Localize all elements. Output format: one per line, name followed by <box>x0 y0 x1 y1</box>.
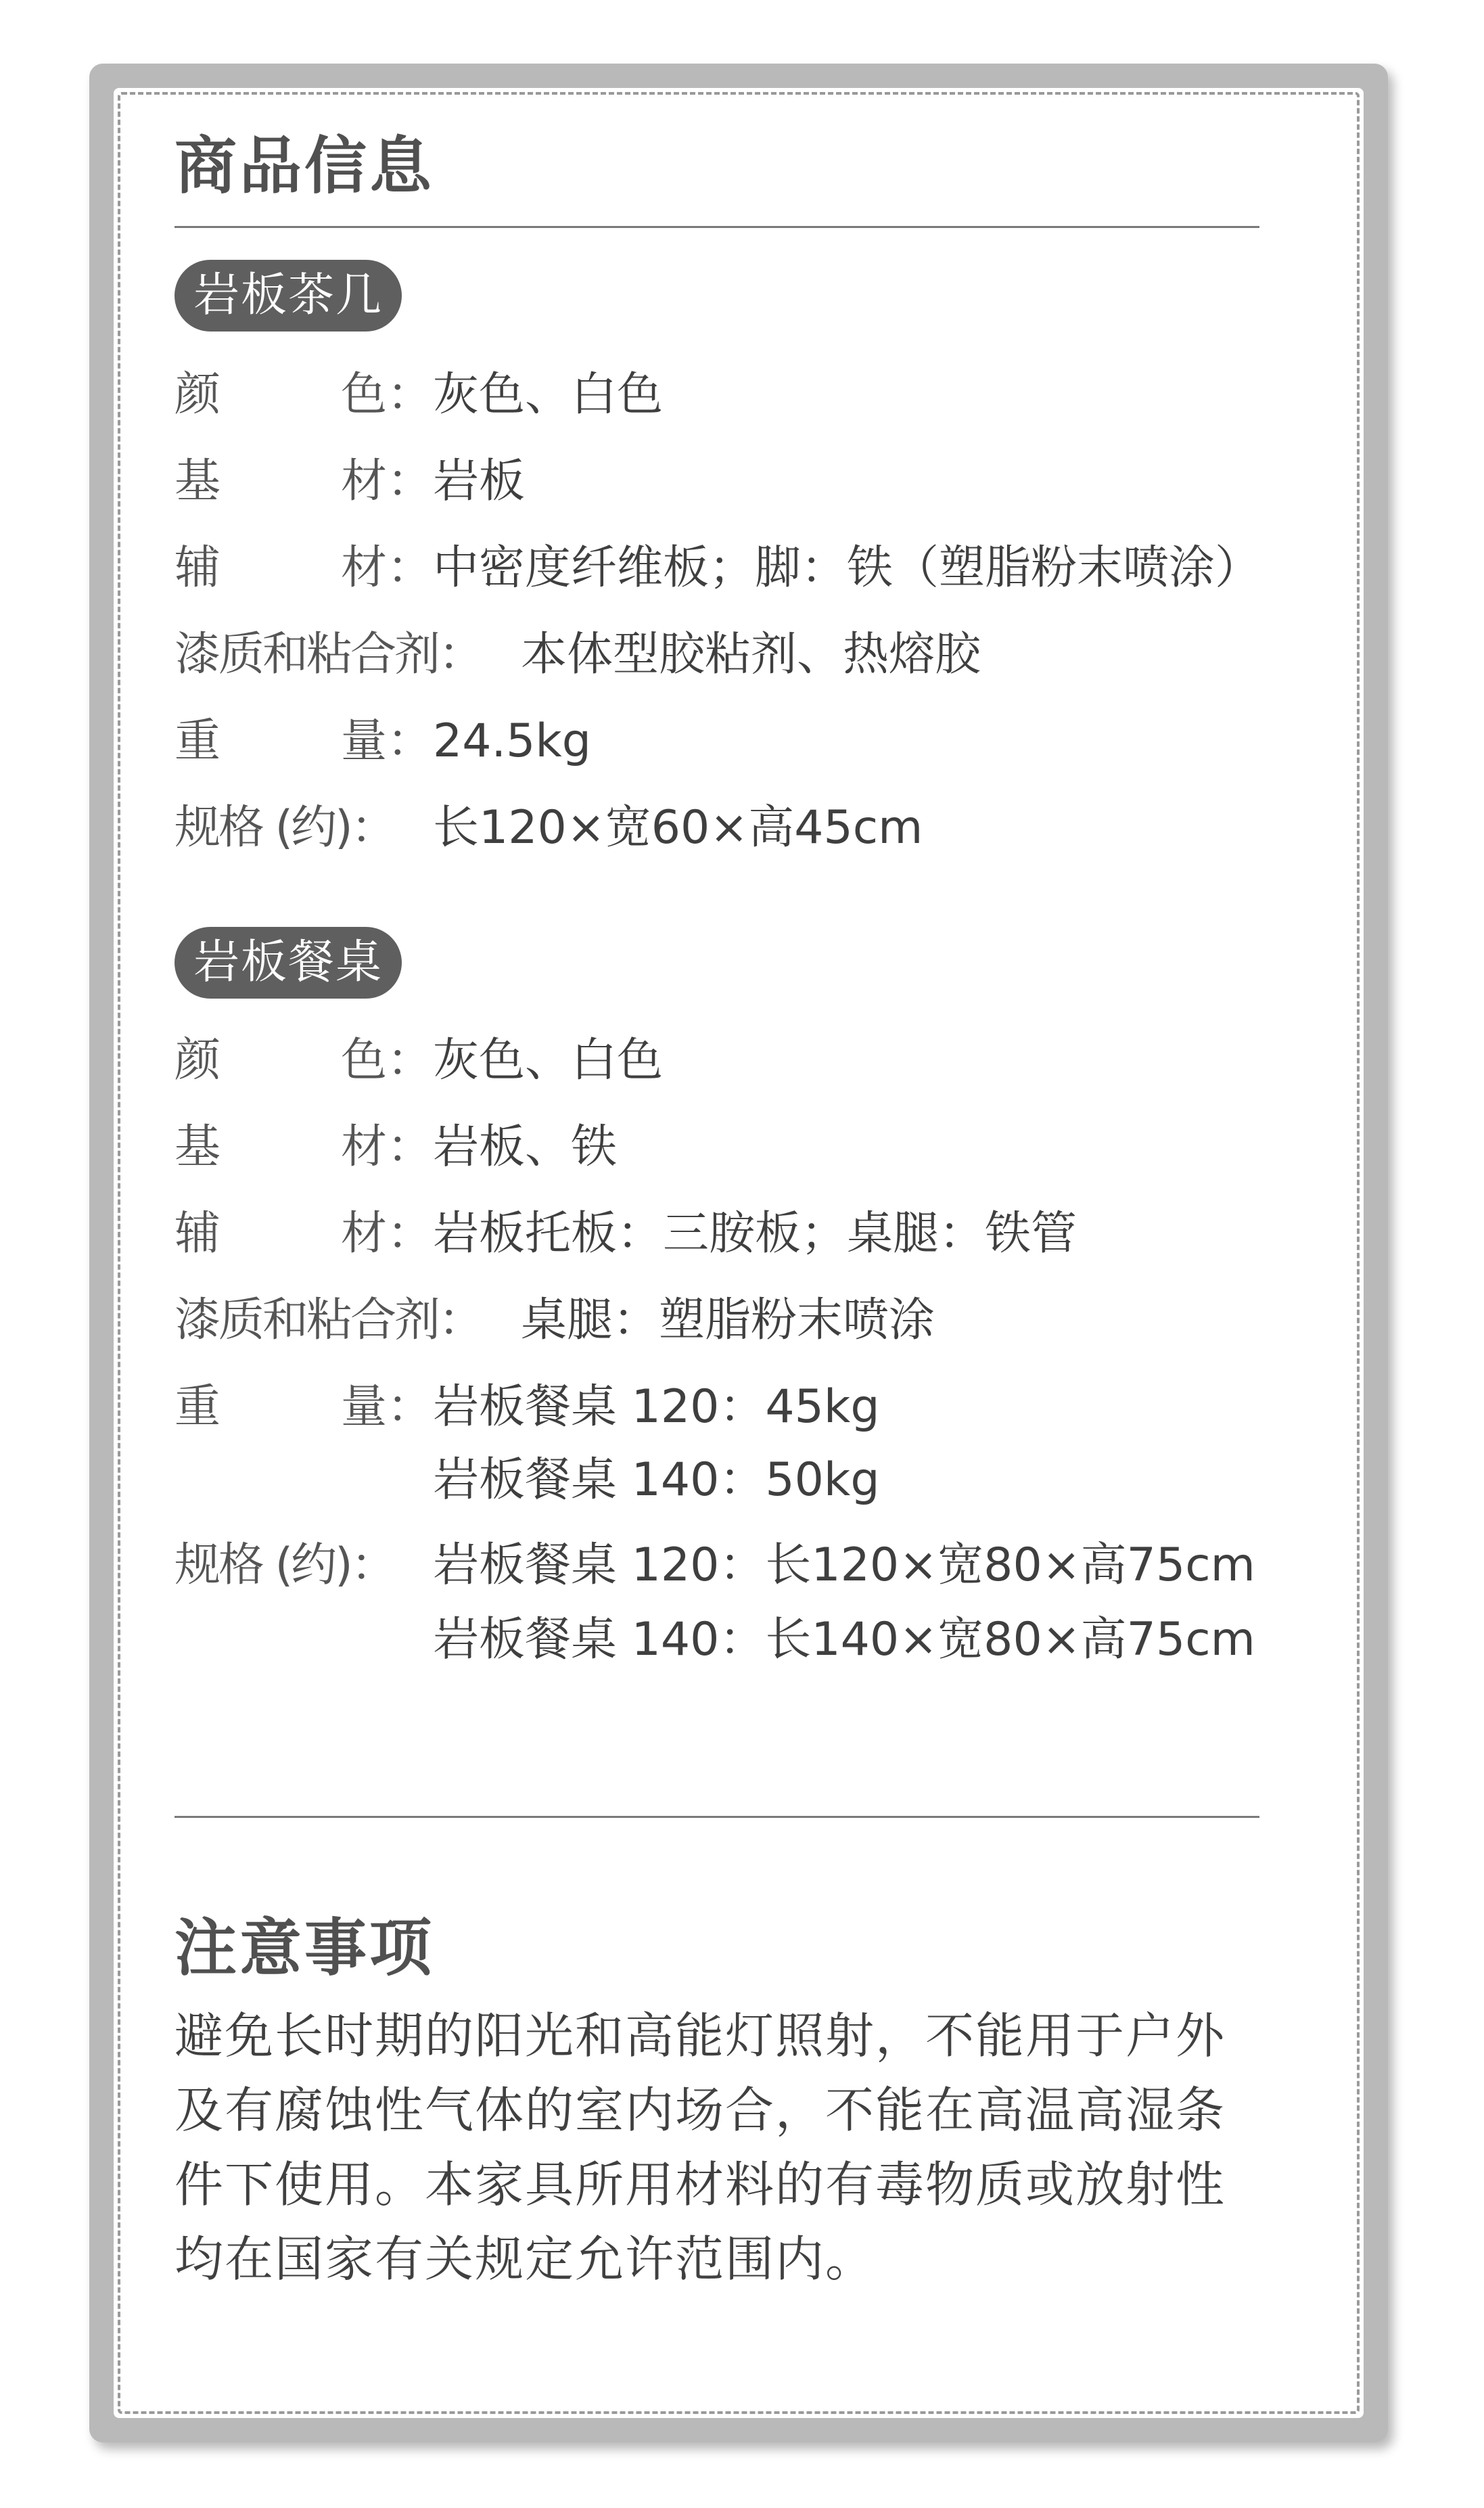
row-value: 岩板、铁 <box>433 1120 618 1174</box>
row-value: 岩板托板：三胺板；桌腿：铁管 <box>433 1207 1077 1260</box>
row-label: 基 材： <box>175 1120 433 1174</box>
row-value-second: 岩板餐桌 140：长140×宽80×高75cm <box>433 1613 1255 1666</box>
row-label: 漆质和粘合剂： <box>175 628 483 681</box>
row-label: 颜 色： <box>175 368 433 421</box>
row-label: 重 量： <box>175 714 433 768</box>
row-label: 颜 色： <box>175 1034 433 1087</box>
row-value: 本体型胶粘剂、热熔胶 <box>521 628 981 681</box>
title-divider <box>175 226 1259 228</box>
row-label: 基 材： <box>175 455 433 508</box>
row-value-second: 岩板餐桌 140：50kg <box>433 1453 880 1507</box>
row-label: 重 量： <box>175 1380 433 1434</box>
row-label: 规格 (约)： <box>175 801 395 854</box>
section-title: 商品信息 <box>175 130 435 202</box>
row-value: 灰色、白色 <box>433 368 664 421</box>
row-label: 辅 材： <box>175 541 433 595</box>
row-label: 规格 (约)： <box>175 1538 395 1592</box>
row-value: 中密度纤维板；脚：铁（塑脂粉末喷涂） <box>433 541 1261 595</box>
row-label: 漆质和粘合剂： <box>175 1294 483 1347</box>
row-value: 岩板餐桌 120：长120×宽80×高75cm <box>433 1538 1255 1592</box>
row-value: 岩板餐桌 120：45kg <box>433 1380 880 1434</box>
coffee-table-badge: 岩板茶几 <box>175 260 402 332</box>
row-value: 岩板 <box>433 455 526 508</box>
row-value: 灰色、白色 <box>433 1034 664 1087</box>
row-value: 24.5kg <box>433 714 591 768</box>
row-label: 辅 材： <box>175 1207 433 1260</box>
row-value: 长120×宽60×高45cm <box>433 801 923 854</box>
notes-text: 避免长时期的阳光和高能灯照射，不能用于户外及有腐蚀性气体的室内场合，不能在高温高湿条件下使用。本家具所用材料的有毒物质或放射性均在国家有关规定允许范围内。 <box>175 2007 1226 2287</box>
dining-table-badge: 岩板餐桌 <box>175 927 402 999</box>
notes-title: 注意事项 <box>175 1912 435 1984</box>
row-value: 桌腿：塑脂粉末喷涂 <box>521 1294 935 1347</box>
notes-divider <box>175 1816 1259 1818</box>
